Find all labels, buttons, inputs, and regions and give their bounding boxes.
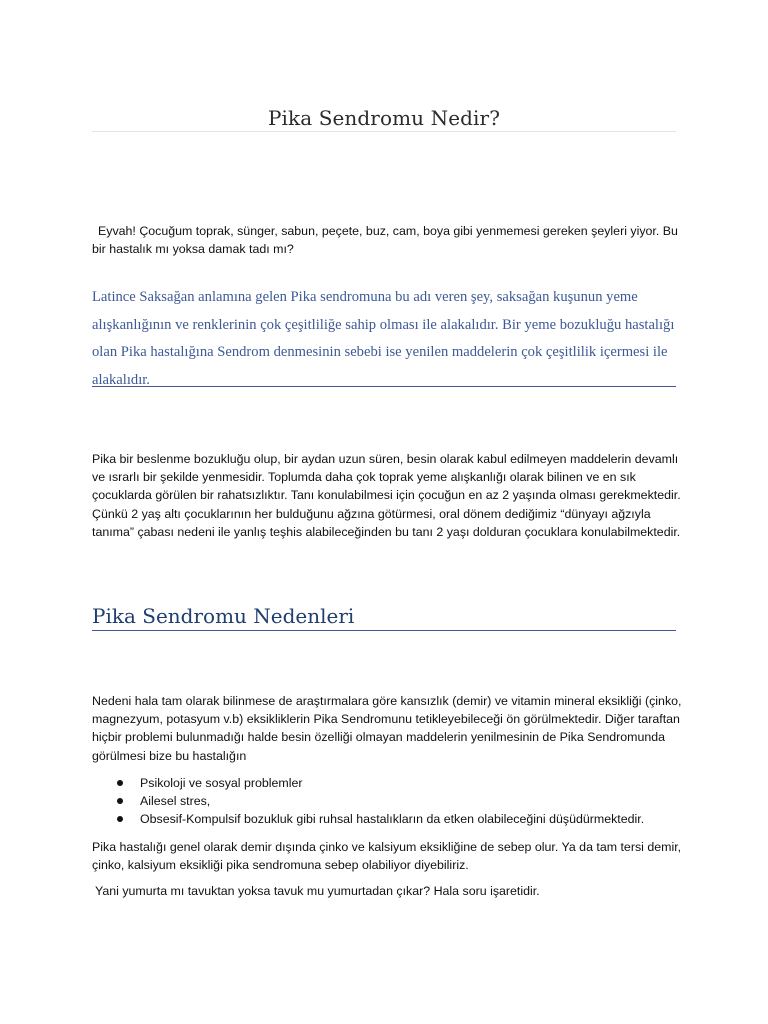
definition-paragraph: Pika bir beslenme bozukluğu olup, bir aydan uzun süren, besin olarak kabul edilmeyen maddelerin devamlı ve ısrarlı bir şekilde yenmesidir. Toplumda daha çok toprak yeme alışkanlığı olarak bilinen ve en sık çocuklarda görülen bir rahatsızlıktır. Tanı konulabilmesi için çocuğun en az 2 yaşında olması gerekmektedir. Çünkü 2 yaş altı çocuklarının her bulduğunu ağzına götürmesi, oral dönem dediğimiz “dünyayı ağzıyla tanıma” çabası nedeni ile yanlış teşhis alabileceğinden bu tanı 2 yaşı dolduran çocuklara konulabilmektedir. <box>92 452 681 539</box>
causes-paragraph: Nedeni hala tam olarak bilinmese de araştırmalara göre kansızlık (demir) ve vitamin mineral eksikliği (çinko, magnezyum, potasyum v.b) eksikliklerin Pika Sendromunu tetikleyebileceği ön görülmektedir. Diğer taraftan hiçbir problemi bulunmadığı halde besin özelliği olmayan maddelerin yenilmesinin de Pika Sendromunda görülmesi bize bu hastalığın <box>92 694 682 763</box>
bullet-icon <box>117 798 123 804</box>
intro-text: Eyvah! Çocuğum toprak, sünger, sabun, peçete, buz, cam, boya gibi yenmemesi gereken şeyleri yiyor. Bu bir hastalık mı yoksa damak tadı mı? <box>92 224 678 257</box>
title-divider <box>92 131 676 132</box>
bullet-icon <box>117 816 123 822</box>
section-heading: Pika Sendromu Nedenleri <box>92 604 355 628</box>
bullet-icon <box>117 780 123 786</box>
list-item <box>92 774 682 792</box>
quote-paragraph: Latince Saksağan anlamına gelen Pika sendromuna bu adı veren şey, saksağan kuşunun yeme alışkanlığının ve renklerinin çok çeşitliliğe sahip olması ile alakalıdır. Bir yeme bozukluğu hastalığı olan Pika hastalığına Sendrom denmesinin sebebi ise yenilen maddelerin çok çeşitlilik içermesi ile alakalıdır. <box>92 289 675 388</box>
section-heading-underline <box>92 630 676 631</box>
list-item-text: Obsesif-Kompulsif bozukluk gibi ruhsal hastalıkların da etken olabileceğini düşüdürmektedir. <box>140 812 645 827</box>
closing-paragraph <box>92 882 682 900</box>
quote-underline <box>92 386 676 387</box>
list-item <box>92 792 682 810</box>
page-title: Pika Sendromu Nedir? <box>267 106 501 130</box>
list-item-text: Ailesel stres, <box>140 794 211 809</box>
closing-text: Yani yumurta mı tavuktan yoksa tavuk mu yumurtadan çıkar? Hala soru işaretidir. <box>95 884 540 898</box>
list-item-text: Psikoloji ve sosyal problemler <box>140 776 303 790</box>
list-item <box>92 810 682 828</box>
intro-paragraph <box>92 222 682 258</box>
causes-list <box>92 774 682 829</box>
deficiency-paragraph: Pika hastalığı genel olarak demir dışında çinko ve kalsiyum eksikliğine de sebep olur. Ya da tam tersi demir, çinko, kalsiyum eksikliği pika sendromuna sebep olabiliyor diyebiliriz. <box>92 840 682 873</box>
